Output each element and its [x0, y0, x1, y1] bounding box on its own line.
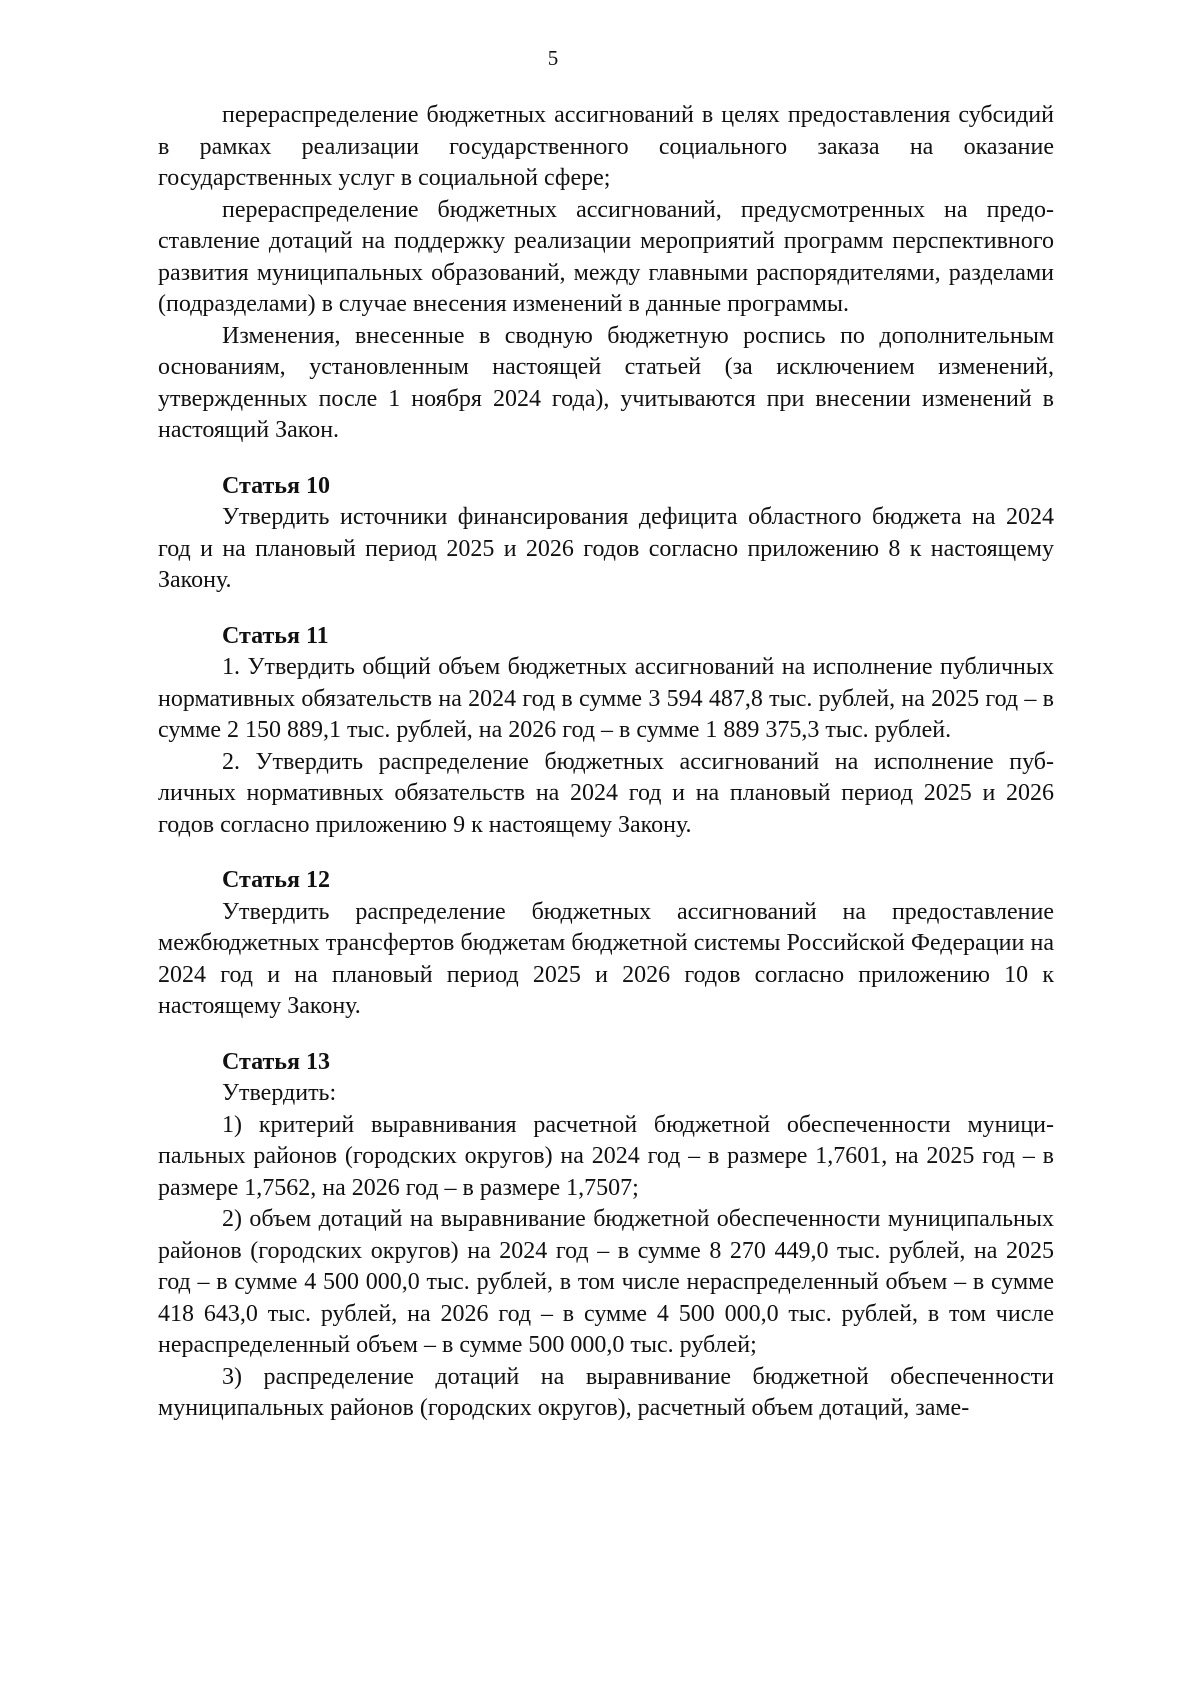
article-13-lead: Утвердить: [222, 1080, 337, 1106]
paragraph-redistribution-subsidies: перераспределение бюджетных ассигнований в целях предоставления субсидий в рамках реализации государственного социального заказа на оказание государственных услуг в социальной сфере; [158, 102, 1054, 191]
page-number: 5 [547, 46, 559, 70]
article-10-title: Статья 10 [222, 472, 330, 499]
article-11-title: Статья 11 [222, 622, 329, 649]
section-gap [158, 597, 1054, 621]
section-gap [158, 447, 1054, 471]
article-12-text: Утвердить распределение бюджетных ассигнований на предоставление межбюджетных трансфертов бюджетам бюджетной системы Российской Федерации на 2024 год и на плановый период 2025 и 2026 годов согласно приложению 10 к настоящему Закону. [158, 898, 1054, 1019]
article-10-text: Утвердить источники финансирования дефицита областного бюджета на 2024 год и на плановый период 2025 и 2026 годов согласно приложению 8 к настоящему Закону. [158, 504, 1054, 593]
article-11-item-2: 2. Утвердить распределение бюджетных ассигнований на исполнение публичных нормативных обязательств на 2024 год и на плановый период 2025 и 2026 годов согласно приложению 9 к настоящему Закону. [158, 748, 1054, 838]
article-13-item-1: 1) критерий выравнивания расчетной бюджетной обеспеченности муниципальных районов (городских округов) на 2024 год – в размере 1,7601, на 2025 год – в размере 1,7562, на 2026 год – в размере 1,7507; [158, 1111, 1054, 1201]
article-13-title: Статья 13 [222, 1048, 330, 1075]
section-gap [158, 1023, 1054, 1047]
article-11-item-1: 1. Утвердить общий объем бюджетных ассигнований на исполнение публичных нормативных обязательств на 2024 год в сумме 3 594 487,8 тыс. рублей, на 2025 год – в сумме 2 150 889,1 тыс. рублей, на 2026 год – в сумме 1 889 375,3 тыс. рублей. [158, 654, 1054, 743]
document-body [158, 100, 1054, 1425]
paragraph-redistribution-dotations: перераспределение бюджетных ассигнований, предусмотренных на предоставление дотаций на поддержку реализации мероприятий программ перспективного развития муниципальных образований, между главными распорядителями, разделами (подразделами) в случае внесения изменений в данные программы. [158, 196, 1054, 317]
article-13-item-2: 2) объем дотаций на выравнивание бюджетной обеспеченности муниципальных районов (городских округов) на 2024 год – в сумме 8 270 449,0 тыс. рублей, на 2025 год – в сумме 4 500 000,0 тыс. рублей, в том числе нераспределенный объем – в сумме 418 643,0 тыс. рублей, на 2026 год – в сумме 4 500 000,0 тыс. рублей, в том числе нераспределенный объем – в сумме 500 000,0 тыс. рублей; [158, 1206, 1054, 1358]
article-13-item-3: 3) распределение дотаций на выравнивание бюджетной обеспеченности муниципальных районов (городских округов), расчетный объем дотаций, заме- [158, 1363, 1054, 1421]
article-12-title: Статья 12 [222, 867, 330, 893]
paragraph-changes-budget-list: Изменения, внесенные в сводную бюджетную роспись по дополнительным основаниям, установленным настоящей статьей (за исключением изменений, утвержденных после 1 ноября 2024 года), учитываются при внесении изменений в настоящий Закон. [158, 322, 1054, 443]
section-gap [158, 841, 1054, 865]
